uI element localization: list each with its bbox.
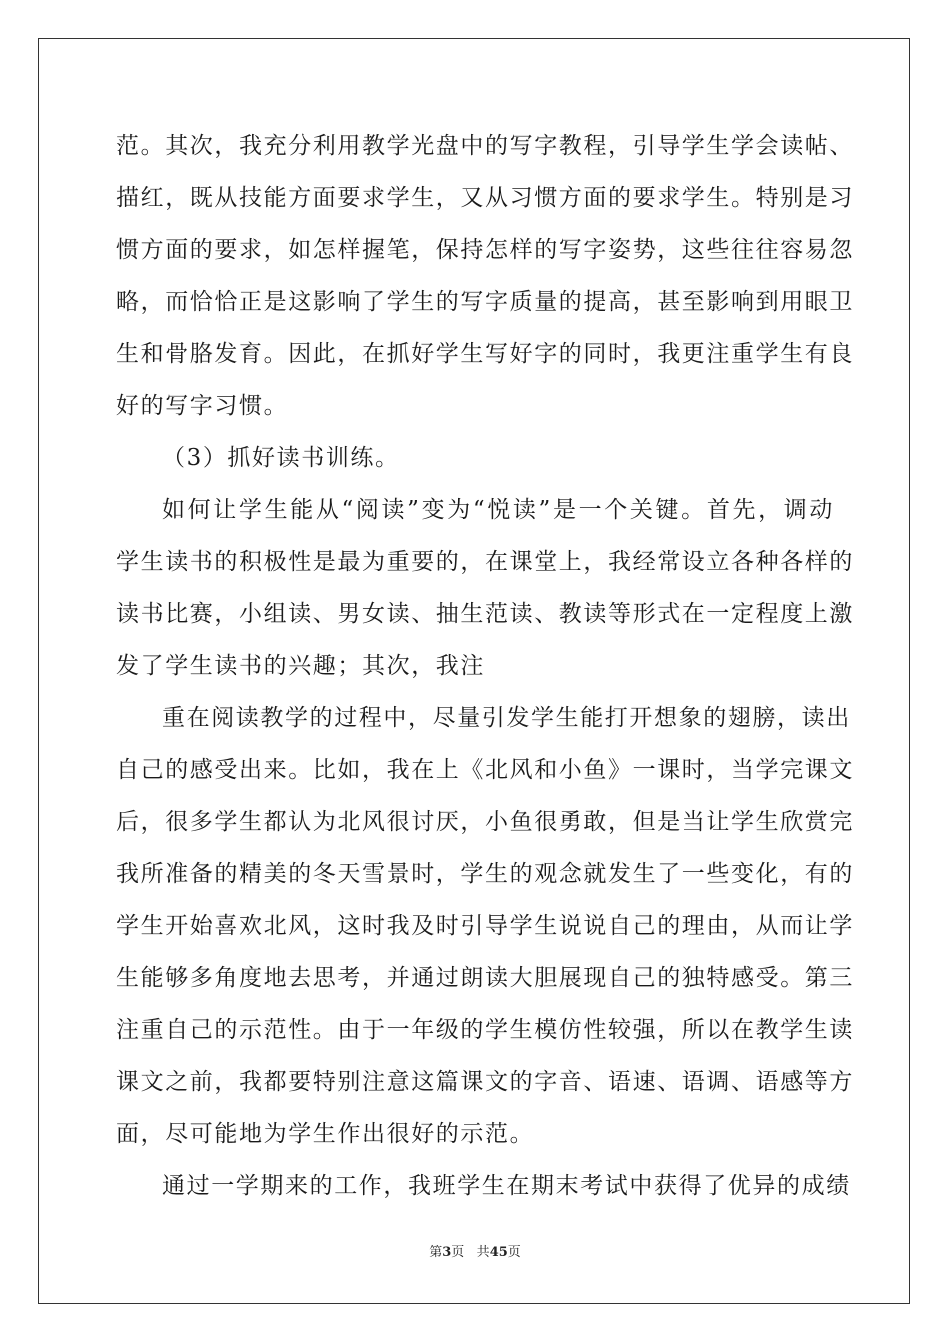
text-line: 学生开始喜欢北风，这时我及时引导学生说说自己的理由，从而让学 <box>116 913 854 939</box>
document-body <box>116 120 854 1212</box>
text-line: 惯方面的要求，如怎样握笔，保持怎样的写字姿势，这些往往容易忽 <box>116 237 854 263</box>
page-suffix: 页 <box>451 1245 465 1260</box>
text-line: 如何让学生能从“阅读”变为“悦读”是一个关键。首先，调动 <box>162 497 834 523</box>
text-line: 略，而恰恰正是这影响了学生的写字质量的提高，甚至影响到用眼卫 <box>116 289 854 315</box>
text-line: 发了学生读书的兴趣；其次，我注 <box>116 653 485 679</box>
text-line: 自己的感受出来。比如，我在上《北风和小鱼》一课时，当学完课文 <box>116 757 854 783</box>
page-number: 3 <box>442 1245 452 1260</box>
text-line: 范。其次，我充分利用教学光盘中的写字教程，引导学生学会读帖、 <box>116 133 854 159</box>
section-heading: （3）抓好读书训练。 <box>162 445 400 471</box>
text-line: 重在阅读教学的过程中，尽量引发学生能打开想象的翅膀，读出 <box>162 705 851 731</box>
text-line: 好的写字习惯。 <box>116 393 289 419</box>
text-line: 注重自己的示范性。由于一年级的学生模仿性较强，所以在教学生读 <box>116 1017 854 1043</box>
text-line: 后，很多学生都认为北风很讨厌，小鱼很勇敢，但是当让学生欣赏完 <box>116 809 854 835</box>
text-line: 课文之前，我都要特别注意这篇课文的字音、语速、语调、语感等方 <box>116 1069 854 1095</box>
text-line: 我所准备的精美的冬天雪景时，学生的观念就发生了一些变化，有的 <box>116 861 854 887</box>
text-line: 描红，既从技能方面要求学生，又从习惯方面的要求学生。特别是习 <box>116 185 854 211</box>
text-line: 生能够多角度地去思考，并通过朗读大胆展现自己的独特感受。第三 <box>116 965 854 991</box>
page-footer <box>0 1241 950 1260</box>
text-line: 生和骨胳发育。因此，在抓好学生写好字的同时，我更注重学生有良 <box>116 341 854 367</box>
text-line: 面，尽可能地为学生作出很好的示范。 <box>116 1121 535 1147</box>
total-pages: 45 <box>489 1245 508 1260</box>
page-prefix: 第 <box>429 1245 443 1260</box>
total-prefix: 共 <box>476 1245 490 1260</box>
text-line: 通过一学期来的工作，我班学生在期末考试中获得了优异的成绩 <box>162 1173 851 1199</box>
text-line: 学生读书的积极性是最为重要的，在课堂上，我经常设立各种各样的 <box>116 549 854 575</box>
text-line: 读书比赛，小组读、男女读、抽生范读、教读等形式在一定程度上激 <box>116 601 854 627</box>
total-suffix: 页 <box>507 1245 521 1260</box>
